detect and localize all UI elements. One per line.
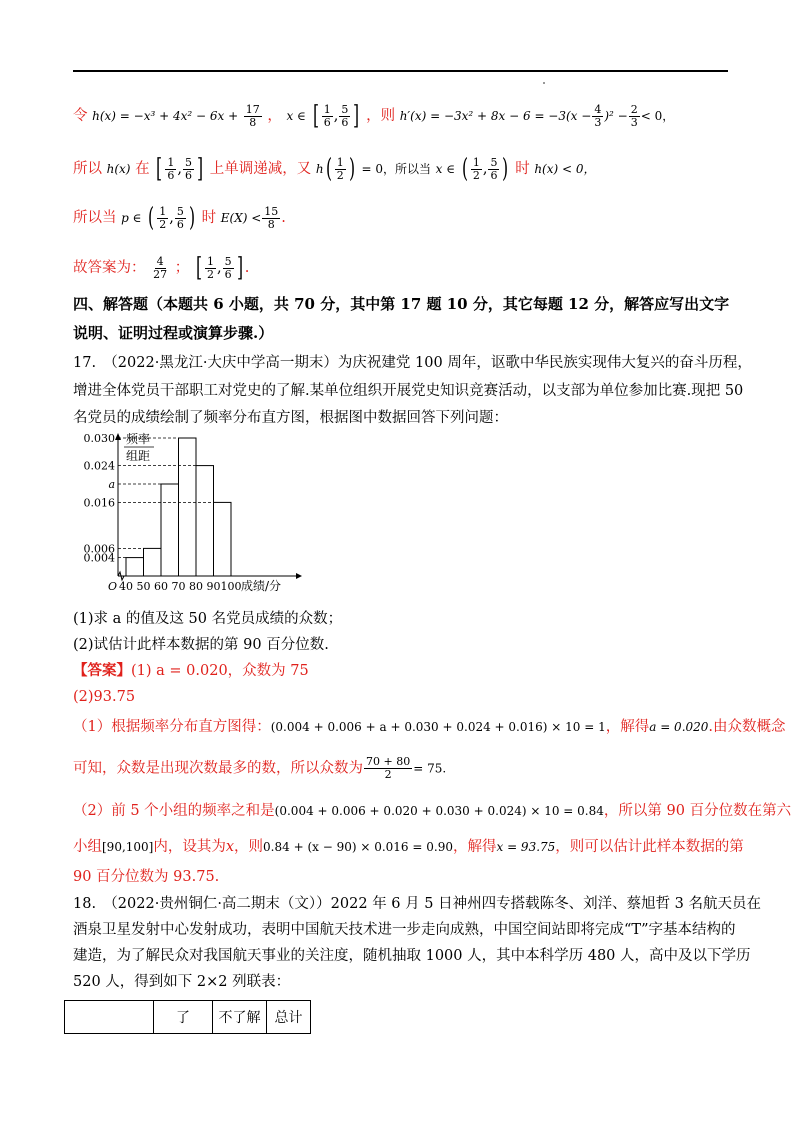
text: ，: [267, 108, 282, 124]
q17-line-2: 增进全体党员干部职工对党史的了解.某单位组织开展党史知识竞赛活动，以支部为单位参加比赛.现把 50: [73, 383, 744, 399]
y-tick-label: 0.016: [83, 496, 115, 510]
histogram-bar: [179, 438, 197, 576]
text: 令: [73, 108, 88, 124]
solution17-line-3: （2）前 5 个小组的频率之和是(0.004 + 0.006 + 0.020 + 0.030 + 0.024) × 10 = 0.84，所以第 90 百分位数在第六: [73, 803, 792, 819]
bracket: [: [312, 101, 319, 131]
math: h(x) = −x³ + 4x² − 6x +: [92, 109, 239, 123]
answer-line-1: [73, 660, 309, 682]
solution17-line-2: 可知，众数是出现次数最多的数，所以众数为 $\frac{70 + 80}{2}$ = 75.: [73, 755, 447, 781]
y-label-top: 频率: [126, 432, 151, 446]
y-tick-label: 0.030: [83, 432, 115, 445]
answer-1: (1) a = 0.020，众数为 75: [131, 663, 309, 679]
histogram-bar: [214, 502, 232, 576]
histogram-bar: [161, 484, 179, 576]
table-row: [65, 1001, 311, 1034]
table-cell: 总计: [267, 1001, 311, 1034]
x-tick-label: 70: [171, 580, 186, 593]
q17-line-3: 名党员的成绩绘制了频率分布直方图，根据图中数据回答下列问题：: [73, 410, 508, 426]
x-axis-label: 成绩/分: [241, 579, 282, 593]
answer-label: 【答案】: [73, 662, 131, 679]
q17-part-1: (1)求 a 的值及这 50 名党员成绩的众数；: [73, 611, 343, 627]
y-tick-label: a: [108, 478, 115, 491]
y-tick-label: 0.024: [83, 459, 115, 473]
solution-line-2: 所以 h(x) 在 [ $\frac{1}{6}$ , $\frac{5}{6}$ ] 上单调递减，又 h( $\frac{1}{2}$ ) = 0，所以当 x ∈ ( $\frac{1}{2}$ , $\frac{5}{6}$ ) 时 h(x) < 0，: [73, 154, 596, 184]
section-heading-line-2: 说明、证明过程或演算步骤.）: [73, 324, 274, 342]
math: x ∈: [286, 109, 306, 123]
table-cell: 了: [154, 1001, 213, 1034]
solution-line-3: 所以当 p ∈ ( $\frac{1}{2}$ , $\frac{5}{6}$ ) 时 E(X) < $\frac{15}{8}$ .: [73, 203, 286, 233]
q18-line-2: 酒泉卫星发射中心发射成功，表明中国航天技术进一步走向成熟，中国空间站即将完成“T”字基本结构的: [73, 922, 736, 938]
y-tick-label: 0.004: [83, 551, 115, 565]
table-cell: [65, 1001, 154, 1034]
histogram-bar: [144, 548, 162, 576]
solution-line-1: 令 h(x) = −x³ + 4x² − 6x + $\frac{17}{8}$ ， x ∈ [ $\frac{1}{6}$ , $\frac{5}{6}$ ] ，则 h′(x) = −3x² + 8x − 6 = −3(x − $\frac{4}{3}$ )² − $\frac{2}{3}$ < 0，: [73, 101, 675, 131]
section-heading-line-1: 四、解答题（本题共 6 小题，共 70 分，其中第 17 题 10 分，其它每题 12 分，解答应写出文字: [73, 295, 730, 313]
q17-part-2: (2)试估计此样本数据的第 90 百分位数.: [73, 637, 329, 653]
answer-line-2: (2)93.75: [73, 689, 136, 705]
header-rule: [73, 70, 728, 72]
x-tick-label: 90: [206, 580, 221, 593]
table-cell: 不了解: [213, 1001, 267, 1034]
histogram-bar: [196, 466, 214, 576]
x-tick-label: 50: [136, 580, 151, 593]
histogram: [70, 428, 310, 600]
histogram-bar: [126, 558, 144, 576]
fraction: $\frac{17}{8}$: [245, 102, 260, 129]
y-tick-label: 0.006: [83, 542, 115, 556]
solution17-line-4: 小组[90,100]内，设其为x，则0.84 + (x − 90) × 0.016 = 0.90，解得x = 93.75，则可以估计此样本数据的第: [73, 839, 744, 855]
solution-line-4: 故答案为： $\frac{4}{27}$ ； [ $\frac{1}{2}$ , $\frac{5}{6}$ ] .: [73, 253, 250, 283]
q18-line-1: 18. （2022·贵州铜仁·高二期末（文））2022 年 6 月 5 日神州四专搭载陈冬、刘洋、蔡旭哲 3 名航天员在: [73, 896, 762, 912]
x-tick-label: 40: [119, 580, 133, 593]
x-tick-label: 80: [189, 580, 203, 593]
solution17-line-1: （1）根据频率分布直方图得：(0.004 + 0.006 + a + 0.030 + 0.024 + 0.016) × 10 = 1，解得a = 0.020.由众数概念: [73, 719, 786, 735]
q18-line-3: 建造，为了解民众对我国航天事业的关注度，随机抽取 1000 人，其中本科学历 480 人，高中及以下学历: [73, 948, 751, 964]
q17-line-1: 17. （2022·黑龙江·大庆中学高一期末）为庆祝建党 100 周年，讴歌中华民族实现伟大复兴的奋斗历程，: [73, 355, 752, 371]
speck: [543, 82, 545, 84]
x-tick-label: 100: [220, 580, 242, 593]
contingency-table: [64, 1000, 311, 1034]
q18-line-4: 520 人，得到如下 2×2 列联表：: [73, 974, 291, 990]
origin-label: O: [108, 580, 118, 593]
y-label-bottom: 组距: [126, 449, 151, 463]
solution17-line-5: 90 百分位数为 93.75.: [73, 869, 220, 885]
x-tick-label: 60: [154, 580, 168, 593]
y-axis-arrow: [115, 433, 121, 440]
math: h′(x) = −3x² + 8x − 6 = −3: [399, 109, 566, 123]
x-axis-arrow: [296, 573, 302, 579]
text: ，则: [366, 108, 396, 124]
